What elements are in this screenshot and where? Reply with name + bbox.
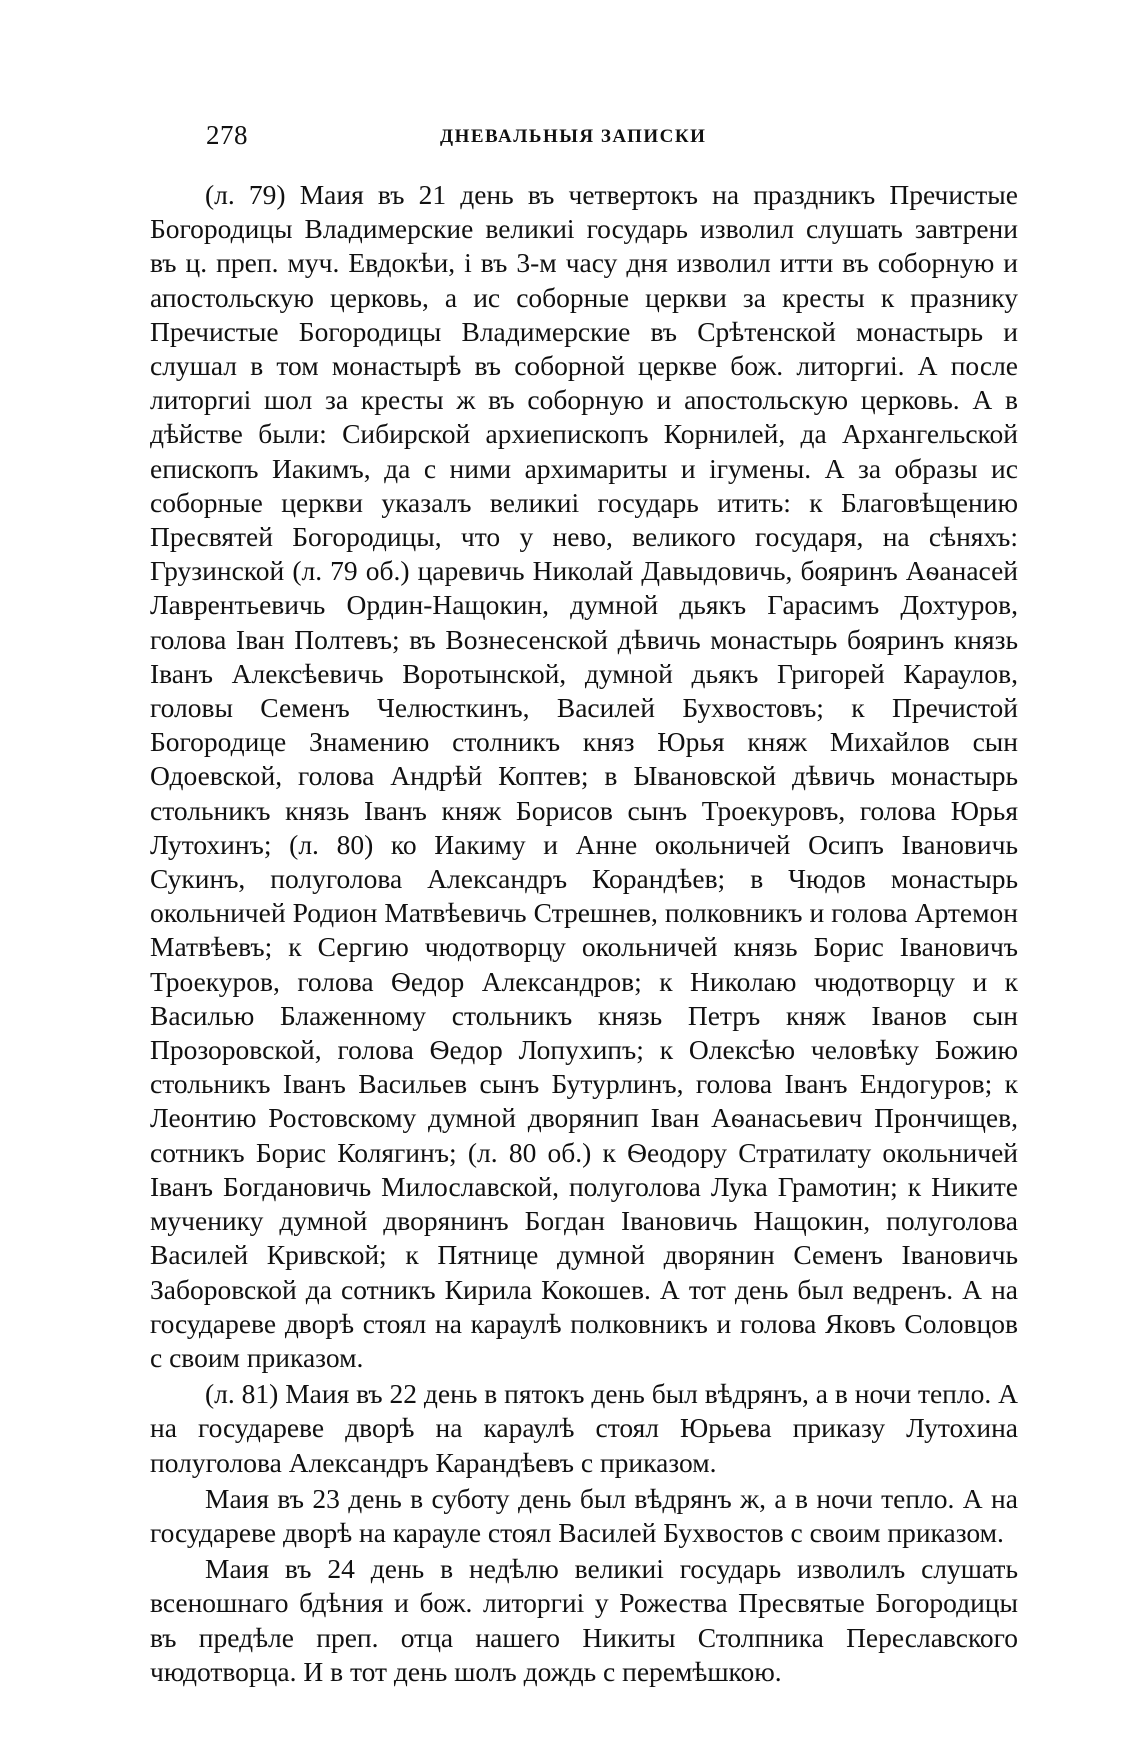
running-title: ДНЕВАЛЬНЫЯ ЗАПИСКИ	[440, 126, 707, 147]
paragraph-may-21: (л. 79) Маия въ 21 день въ четвертокъ на праздникъ Пречистые Богородицы Владимерские великиі государь изволил слушать завтрени въ ц. преп. муч. Евдокѣи, і въ 3-м часу дня изволил итти въ соборную и апостольскую церковь, а ис соборные церкви за кресты к празнику Пречистые Богородицы Владимерские въ Срѣтенской монастырь и слушал в том монастырѣ въ соборной церкве бож. литоргиі. А после литоргиі шол за кресты ж въ соборную и апостольскую церковь. А в дѣйстве были: Сибирской архиепископъ Корнилей, да Архангельской епископъ Иакимъ, да с ними архимариты и ігумены. А за образы ис соборные церкви указалъ великиі государь итить: к Благовѣщению Пресвятей Богородицы, что у нево, великого государя, на сѣняхъ: Грузинской (л. 79 об.) царевичь Николай Давыдовичь, бояринъ Аѳанасей Лаврентьевичь Ордин-Нащокин, думной дьякъ Гарасимъ Дохтуров, голова Іван Полтевъ; въ Вознесенской дѣвичь монастырь бояринъ князь Іванъ Алексѣевичь Воротынской, думной дьякъ Григорей Караулов, головы Семенъ Челюсткинъ, Василей Бухвостовъ; к Пречистой Богородице Знамению столникъ княз Юрья княж Михайлов сын Одоевской, голова Андрѣй Коптев; в Ывановской дѣвичь монастырь стольникъ князь Іванъ княж Борисов сынъ Троекуровъ, голова Юрья Лутохинъ; (л. 80) ко Иакиму и Анне окольничей Осипъ Івановичь Сукинъ, полуголова Александръ Корандѣев; в Чюдов монастырь окольничей Родион Матвѣевичь Стрешнев, полковникъ и голова Артемон Матвѣевъ; к Сергию чюдотворцу окольничей князь Борис Івановичъ Троекуров, голова Ѳедор Александров; к Николаю чюдотворцу и к Василью Блаженному стольникъ князь Петръ княж Іванов сын Прозоровской, голова Ѳедор Лопухипъ; к Олексѣю человѣку Божию стольникъ Іванъ Васильев сынъ Бутурлинъ, голова Іванъ Ендогуров; к Леонтию Ростовскому думной дворянип Іван Аѳанасьевич Прончищев, сотникъ Борис Колягинъ; (л. 80 об.) к Ѳеодору Стратилату окольничей Іванъ Богдановичь Милославской, полуголова Лука Грамотин; к Никите мученику думной дворянинъ Богдан Івановичь Нащокин, полуголова Василей Кривской; к Пятнице думной дворянин Семенъ Івановичь Заборовской да сотникъ Кирила Кокошев. А тот день был ведренъ. А на государеве дворѣ стоял на караулѣ полковникъ и голова Яковъ Соловцов с своим приказом.	[150, 179, 1018, 1373]
paragraph-may-24: Маия въ 24 день в недѣлю великиі государь изволилъ слушать всеношнаго бдѣния и бож. литоргиі у Рожества Пресвятые Богородицы въ предѣле преп. отца нашего Никиты Столпника Переславского чюдотворца. И в тот день шолъ дождь с перемѣшкою.	[150, 1553, 1018, 1687]
page-number: 278	[206, 120, 248, 150]
paragraph-may-23: Маия въ 23 день в суботу день был вѣдрянъ ж, а в ночи тепло. А на государеве дворѣ на карауле стоял Василей Бухвостов с своим приказом.	[150, 1482, 1018, 1548]
body-text	[150, 178, 1018, 1689]
page-header	[150, 120, 1018, 160]
book-page	[150, 120, 1018, 1689]
paragraph-may-22: (л. 81) Маия въ 22 день в пятокъ день был вѣдрянъ, а в ночи тепло. А на государеве дворѣ на караулѣ стоял Юрьева приказу Лутохина полуголова Александръ Карандѣевъ с приказом.	[150, 1378, 1018, 1478]
